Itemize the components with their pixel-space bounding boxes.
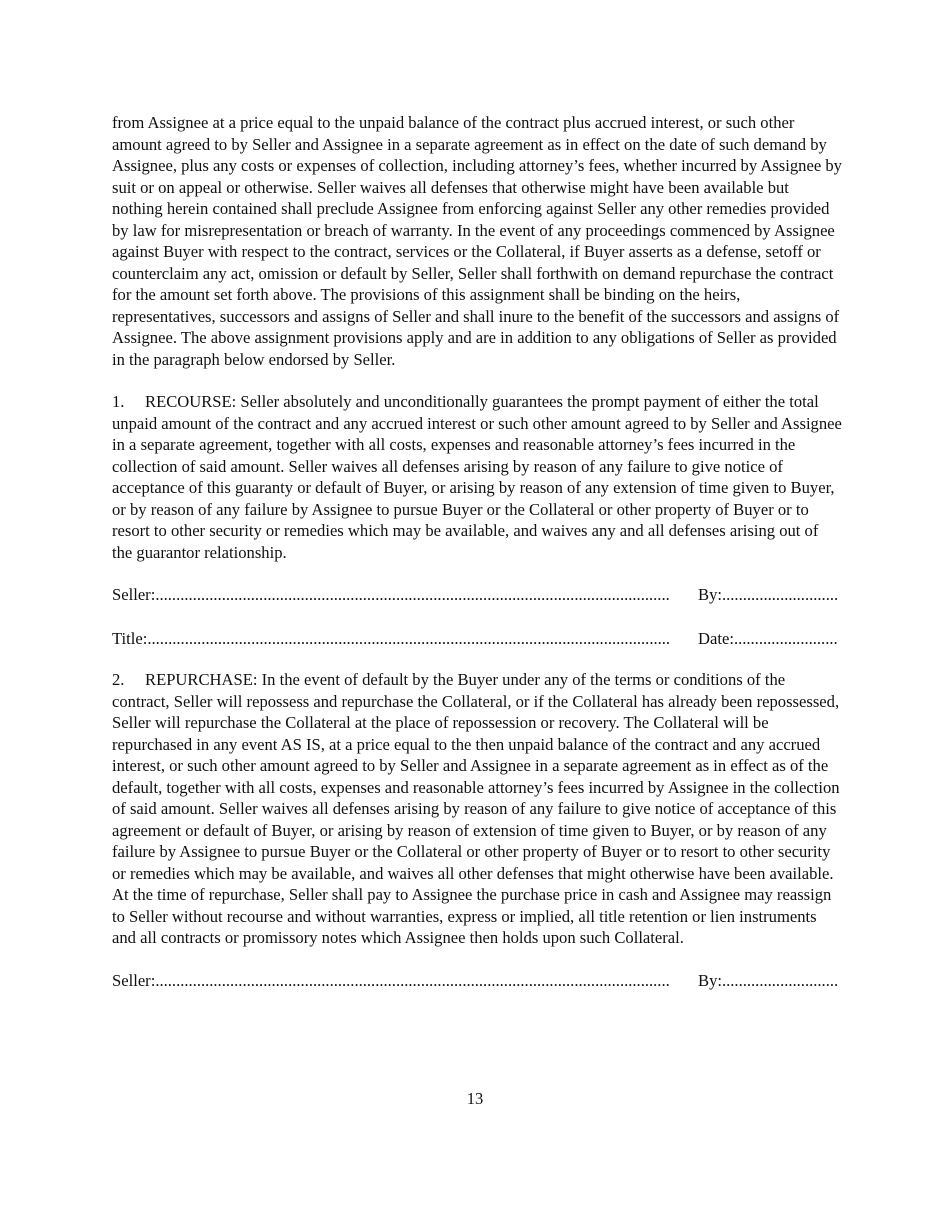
date-dotted-line[interactable] xyxy=(734,628,838,650)
seller-dotted-line[interactable] xyxy=(155,584,669,606)
seller-field[interactable] xyxy=(112,584,669,606)
section-number: 1. xyxy=(112,392,125,411)
intro-paragraph: from Assignee at a price equal to the unpaid balance of the contract plus accrued interest, or such other amount agreed to by Seller and Assignee in a separate agreement as in effect on the date of such demand by Assignee, plus any costs or expenses of collection, including attorney’s fees, whether incurred by Assignee by suit or on appeal or otherwise. Seller waives all defenses that otherwise might have been available but nothing herein contained shall preclude Assignee from enforcing against Seller any other remedies provided by law for misrepresentation or breach of warranty. In the event of any proceedings commenced by Assignee against Buyer with respect to the contract, services or the Collateral, if Buyer asserts as a defense, setoff or counterclaim any act, omission or default by Seller, Seller shall forthwith on demand repurchase the contract for the amount set forth above. The provisions of this assignment shall be binding on the heirs, representatives, successors and assigns of Seller and shall inure to the benefit of the successors and assigns of Assignee. The above assignment provisions apply and are in addition to any obligations of Seller as provided in the paragraph below endorsed by Seller. xyxy=(112,113,842,369)
by-label: By: xyxy=(698,585,722,604)
seller-label: Seller: xyxy=(112,585,156,604)
by-dotted-line-2[interactable] xyxy=(722,970,838,992)
section-recourse xyxy=(112,391,842,563)
by-field-2[interactable] xyxy=(698,970,838,992)
document-page xyxy=(112,112,842,991)
section-number: 2. xyxy=(112,670,125,689)
seller-field-2[interactable] xyxy=(112,970,669,992)
section-repurchase xyxy=(112,669,842,949)
by-dotted-line[interactable] xyxy=(722,584,838,606)
by-field[interactable] xyxy=(698,584,838,606)
section-recourse-text: RECOURSE: Seller absolutely and unconditionally guarantees the prompt payment of either the total unpaid amount of the contract and any accrued interest or such other amount agreed to by Seller and Assignee in a separate agreement, together with all costs, expenses and reasonable attorney’s fees incurred in the collection of said amount. Seller waives all defenses arising by reason of any failure to give notice of acceptance of this guaranty or default of Buyer, or arising by reason of any extension of time given to Buyer, or by reason of any failure by Assignee to pursue Buyer or the Collateral or other property of Buyer or to resort to other security or remedies which may be available, and waives any and all defenses arising out of the guarantor relationship. xyxy=(112,392,842,562)
paragraph-spacer xyxy=(112,370,842,391)
signature-line-title xyxy=(112,628,842,650)
seller-label-2: Seller: xyxy=(112,970,156,990)
paragraph-spacer xyxy=(112,649,842,669)
paragraph-spacer xyxy=(112,563,842,584)
date-label: Date: xyxy=(698,628,734,648)
signature-line-seller-2 xyxy=(112,970,842,992)
page-number: 13 xyxy=(466,1089,484,1108)
title-dotted-line[interactable] xyxy=(147,628,669,650)
seller-dotted-line-2[interactable] xyxy=(155,970,669,992)
paragraph-spacer xyxy=(112,949,842,970)
section-repurchase-text: REPURCHASE: In the event of default by the Buyer under any of the terms or conditions of the contract, Seller will repossess and repurchase the Collateral, or if the Collateral has already been repossessed, Seller will repurchase the Collateral at the place of repossession or recovery. The Collateral will be repurchased in any event AS IS, at a price equal to the then unpaid balance of the contract and any accrued interest, or such other amount agreed to by Seller and Assignee in a separate agreement as in effect as of the default, together with all costs, expenses and reasonable attorney’s fees incurred by Assignee in the collection of said amount. Seller waives all defenses arising by reason of any failure to give notice of acceptance of this agreement or default of Buyer, or arising by reason of extension of time given to Buyer, or by reason of any failure by Assignee to pursue Buyer or the Collateral or other property of Buyer or to resort to other security or remedies which may be available, and waives all other defenses that might otherwise have been available. At the time of repurchase, Seller shall pay to Assignee the purchase price in cash and Assignee may reassign to Seller without recourse and without warranties, express or implied, all title retention or lien instruments and all contracts or promissory notes which Assignee then holds upon such Collateral. xyxy=(112,670,840,947)
signature-line-seller xyxy=(112,584,842,606)
date-field[interactable] xyxy=(698,628,838,650)
by-label-2: By: xyxy=(698,970,722,990)
title-label: Title: xyxy=(112,628,148,648)
title-field[interactable] xyxy=(112,628,669,650)
signature-spacer xyxy=(112,606,842,628)
